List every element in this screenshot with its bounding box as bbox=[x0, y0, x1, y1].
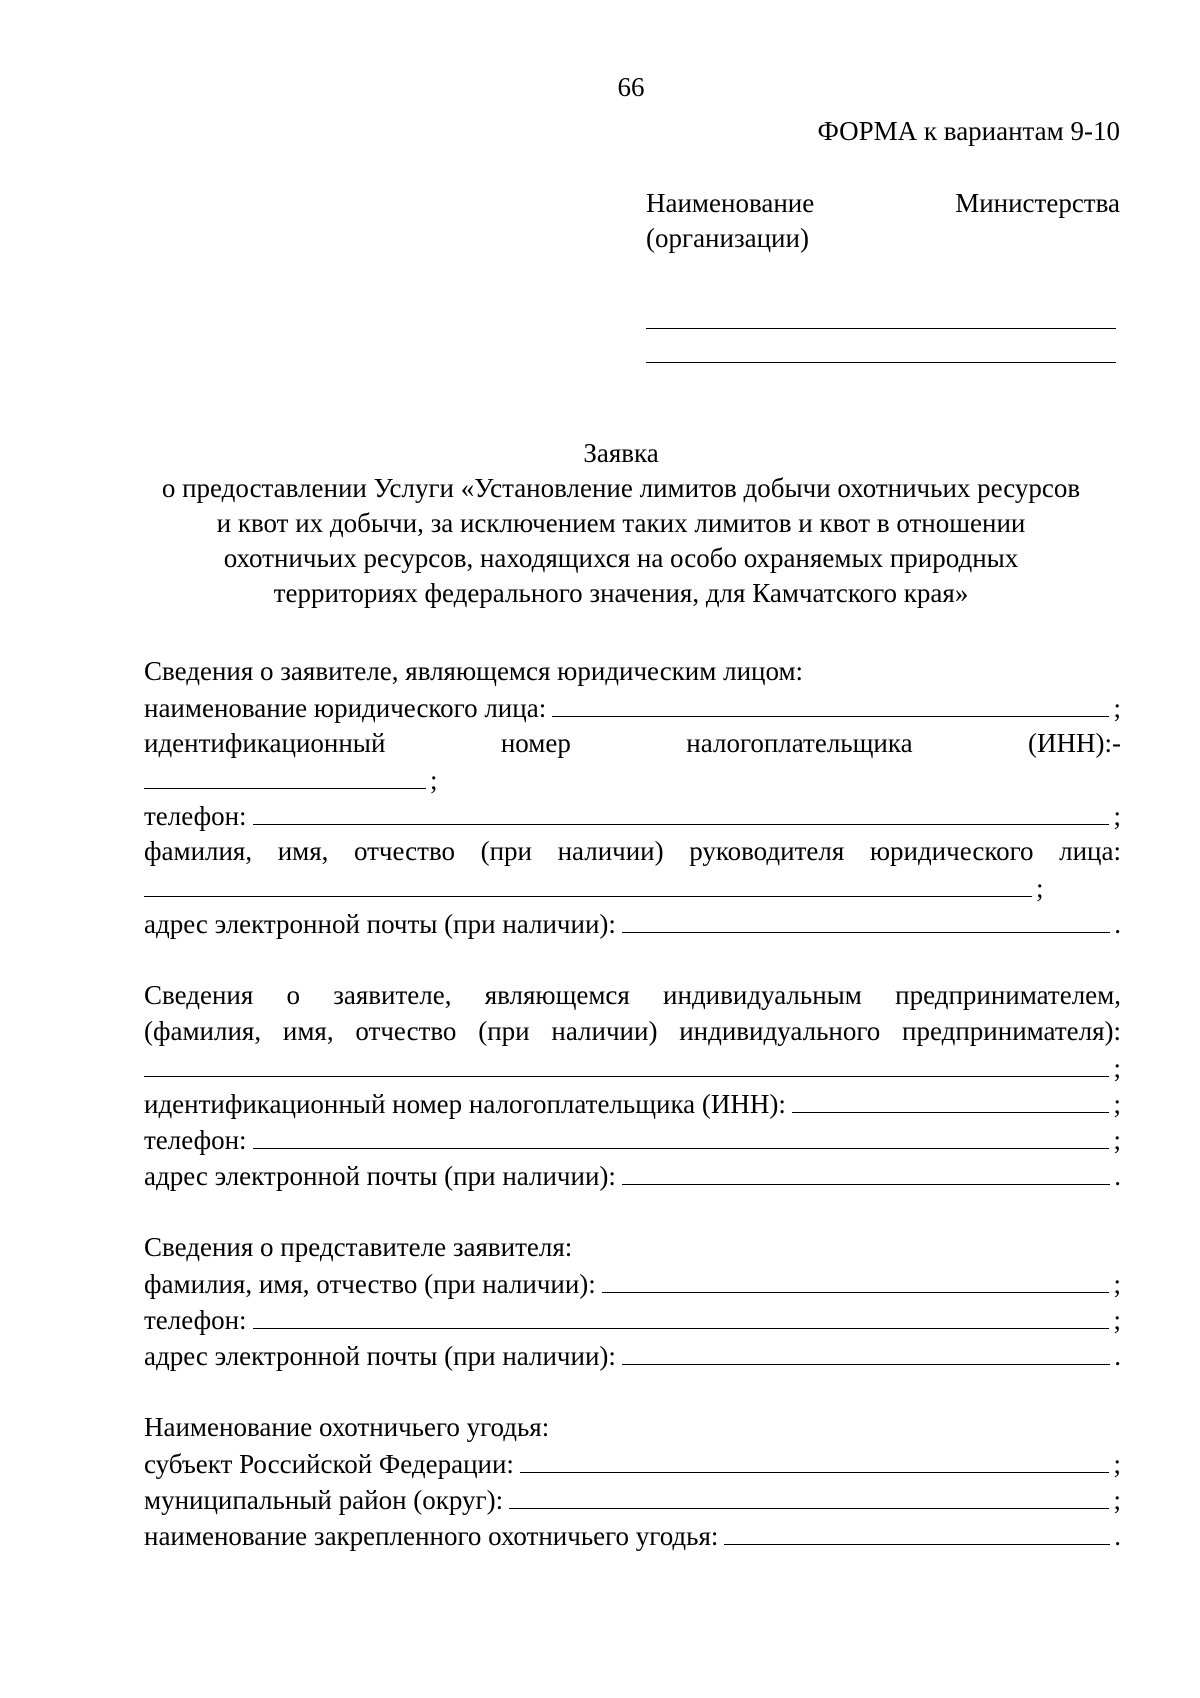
addressee-line1-left: Наименование bbox=[646, 188, 815, 218]
representative-phone-label: телефон: bbox=[144, 1305, 247, 1335]
title-line: территориях федерального значения, для Камчатского края» bbox=[273, 578, 969, 608]
district-label: муниципальный район (округ): bbox=[144, 1485, 504, 1515]
title-line: о предоставлении Услуги «Установление лимитов добычи охотничьих ресурсов bbox=[161, 473, 1081, 503]
entrepreneur-inn-label: идентификационный номер налогоплательщика (ИНН): bbox=[144, 1089, 786, 1119]
page-number: 66 bbox=[617, 72, 645, 102]
representative-name-field[interactable] bbox=[602, 1266, 1110, 1293]
representative-email-label: адрес электронной почты (при наличии): bbox=[144, 1341, 616, 1371]
legal-inn-field[interactable] bbox=[144, 762, 426, 789]
form-label: ФОРМА к вариантам 9-10 bbox=[817, 116, 1120, 146]
entrepreneur-inn-field[interactable] bbox=[792, 1086, 1110, 1113]
addressee-blank-1[interactable] bbox=[646, 328, 1116, 329]
addressee-block bbox=[646, 186, 1120, 256]
entrepreneur-phone-field[interactable] bbox=[253, 1122, 1110, 1149]
document-title bbox=[120, 436, 1122, 611]
ground-field[interactable] bbox=[724, 1518, 1110, 1545]
representative-name-row: фамилия, имя, отчество (при наличии): ; bbox=[144, 1266, 1121, 1301]
addressee-line2: (организации) bbox=[646, 223, 809, 253]
entrepreneur-phone-row: телефон: ; bbox=[144, 1122, 1121, 1157]
representative-name-label: фамилия, имя, отчество (при наличии): bbox=[144, 1269, 596, 1299]
hunting-ground-heading: Наименование охотничьего угодья: bbox=[144, 1412, 550, 1442]
legal-name-field[interactable] bbox=[552, 690, 1109, 717]
title-line: охотничьих ресурсов, находящихся на особо охраняемых природных bbox=[223, 543, 1019, 573]
legal-email-label: адрес электронной почты (при наличии): bbox=[144, 909, 616, 939]
entrepreneur-phone-label: телефон: bbox=[144, 1125, 247, 1155]
title-heading: Заявка bbox=[583, 438, 659, 468]
representative-heading: Сведения о представителе заявителя: bbox=[144, 1232, 573, 1262]
subject-row: субъект Российской Федерации: ; bbox=[144, 1446, 1121, 1481]
legal-head-row: ; bbox=[144, 870, 1121, 905]
ground-row: наименование закрепленного охотничьего угодья: . bbox=[144, 1518, 1121, 1553]
entrepreneur-email-field[interactable] bbox=[622, 1158, 1110, 1185]
subject-label: субъект Российской Федерации: bbox=[144, 1449, 514, 1479]
subject-field[interactable] bbox=[520, 1446, 1110, 1473]
title-line: и квот их добычи, за исключением таких лимитов и квот в отношении bbox=[216, 508, 1026, 538]
entrepreneur-name-row: ; bbox=[144, 1050, 1121, 1085]
representative-email-row: адрес электронной почты (при наличии): . bbox=[144, 1338, 1121, 1373]
entrepreneur-inn-row: идентификационный номер налогоплательщика (ИНН): ; bbox=[144, 1086, 1121, 1121]
legal-inn-label-row: идентификационный номер налогоплательщика (ИНН):- bbox=[144, 728, 1121, 758]
entrepreneur-email-label: адрес электронной почты (при наличии): bbox=[144, 1161, 616, 1191]
legal-inn-row: ; bbox=[144, 762, 1121, 797]
entrepreneur-email-row: адрес электронной почты (при наличии): . bbox=[144, 1158, 1121, 1193]
legal-entity-heading: Сведения о заявителе, являющемся юридическим лицом: bbox=[144, 656, 804, 686]
legal-phone-row: телефон: ; bbox=[144, 798, 1121, 833]
legal-name-row: наименование юридического лица: ; bbox=[144, 690, 1121, 725]
entrepreneur-heading: Сведения о заявителе, являющемся индивидуальным предпринимателем, bbox=[144, 980, 1121, 1010]
legal-head-label-row: фамилия, имя, отчество (при наличии) руководителя юридического лица: bbox=[144, 836, 1121, 866]
entrepreneur-name-label-row: (фамилия, имя, отчество (при наличии) индивидуального предпринимателя): bbox=[144, 1016, 1121, 1046]
district-field[interactable] bbox=[509, 1482, 1109, 1509]
legal-phone-field[interactable] bbox=[253, 798, 1110, 825]
legal-head-field[interactable] bbox=[144, 870, 1032, 897]
ground-label: наименование закрепленного охотничьего угодья: bbox=[144, 1521, 719, 1551]
legal-phone-label: телефон: bbox=[144, 801, 247, 831]
district-row: муниципальный район (округ): ; bbox=[144, 1482, 1121, 1517]
representative-phone-field[interactable] bbox=[253, 1302, 1110, 1329]
addressee-line1-right: Министерства bbox=[955, 188, 1120, 218]
representative-phone-row: телефон: ; bbox=[144, 1302, 1121, 1337]
representative-email-field[interactable] bbox=[622, 1338, 1110, 1365]
legal-email-field[interactable] bbox=[622, 906, 1110, 933]
legal-email-row: адрес электронной почты (при наличии): . bbox=[144, 906, 1121, 941]
addressee-blank-2[interactable] bbox=[646, 362, 1116, 363]
entrepreneur-name-field[interactable] bbox=[144, 1050, 1109, 1077]
legal-name-label: наименование юридического лица: bbox=[144, 693, 547, 723]
